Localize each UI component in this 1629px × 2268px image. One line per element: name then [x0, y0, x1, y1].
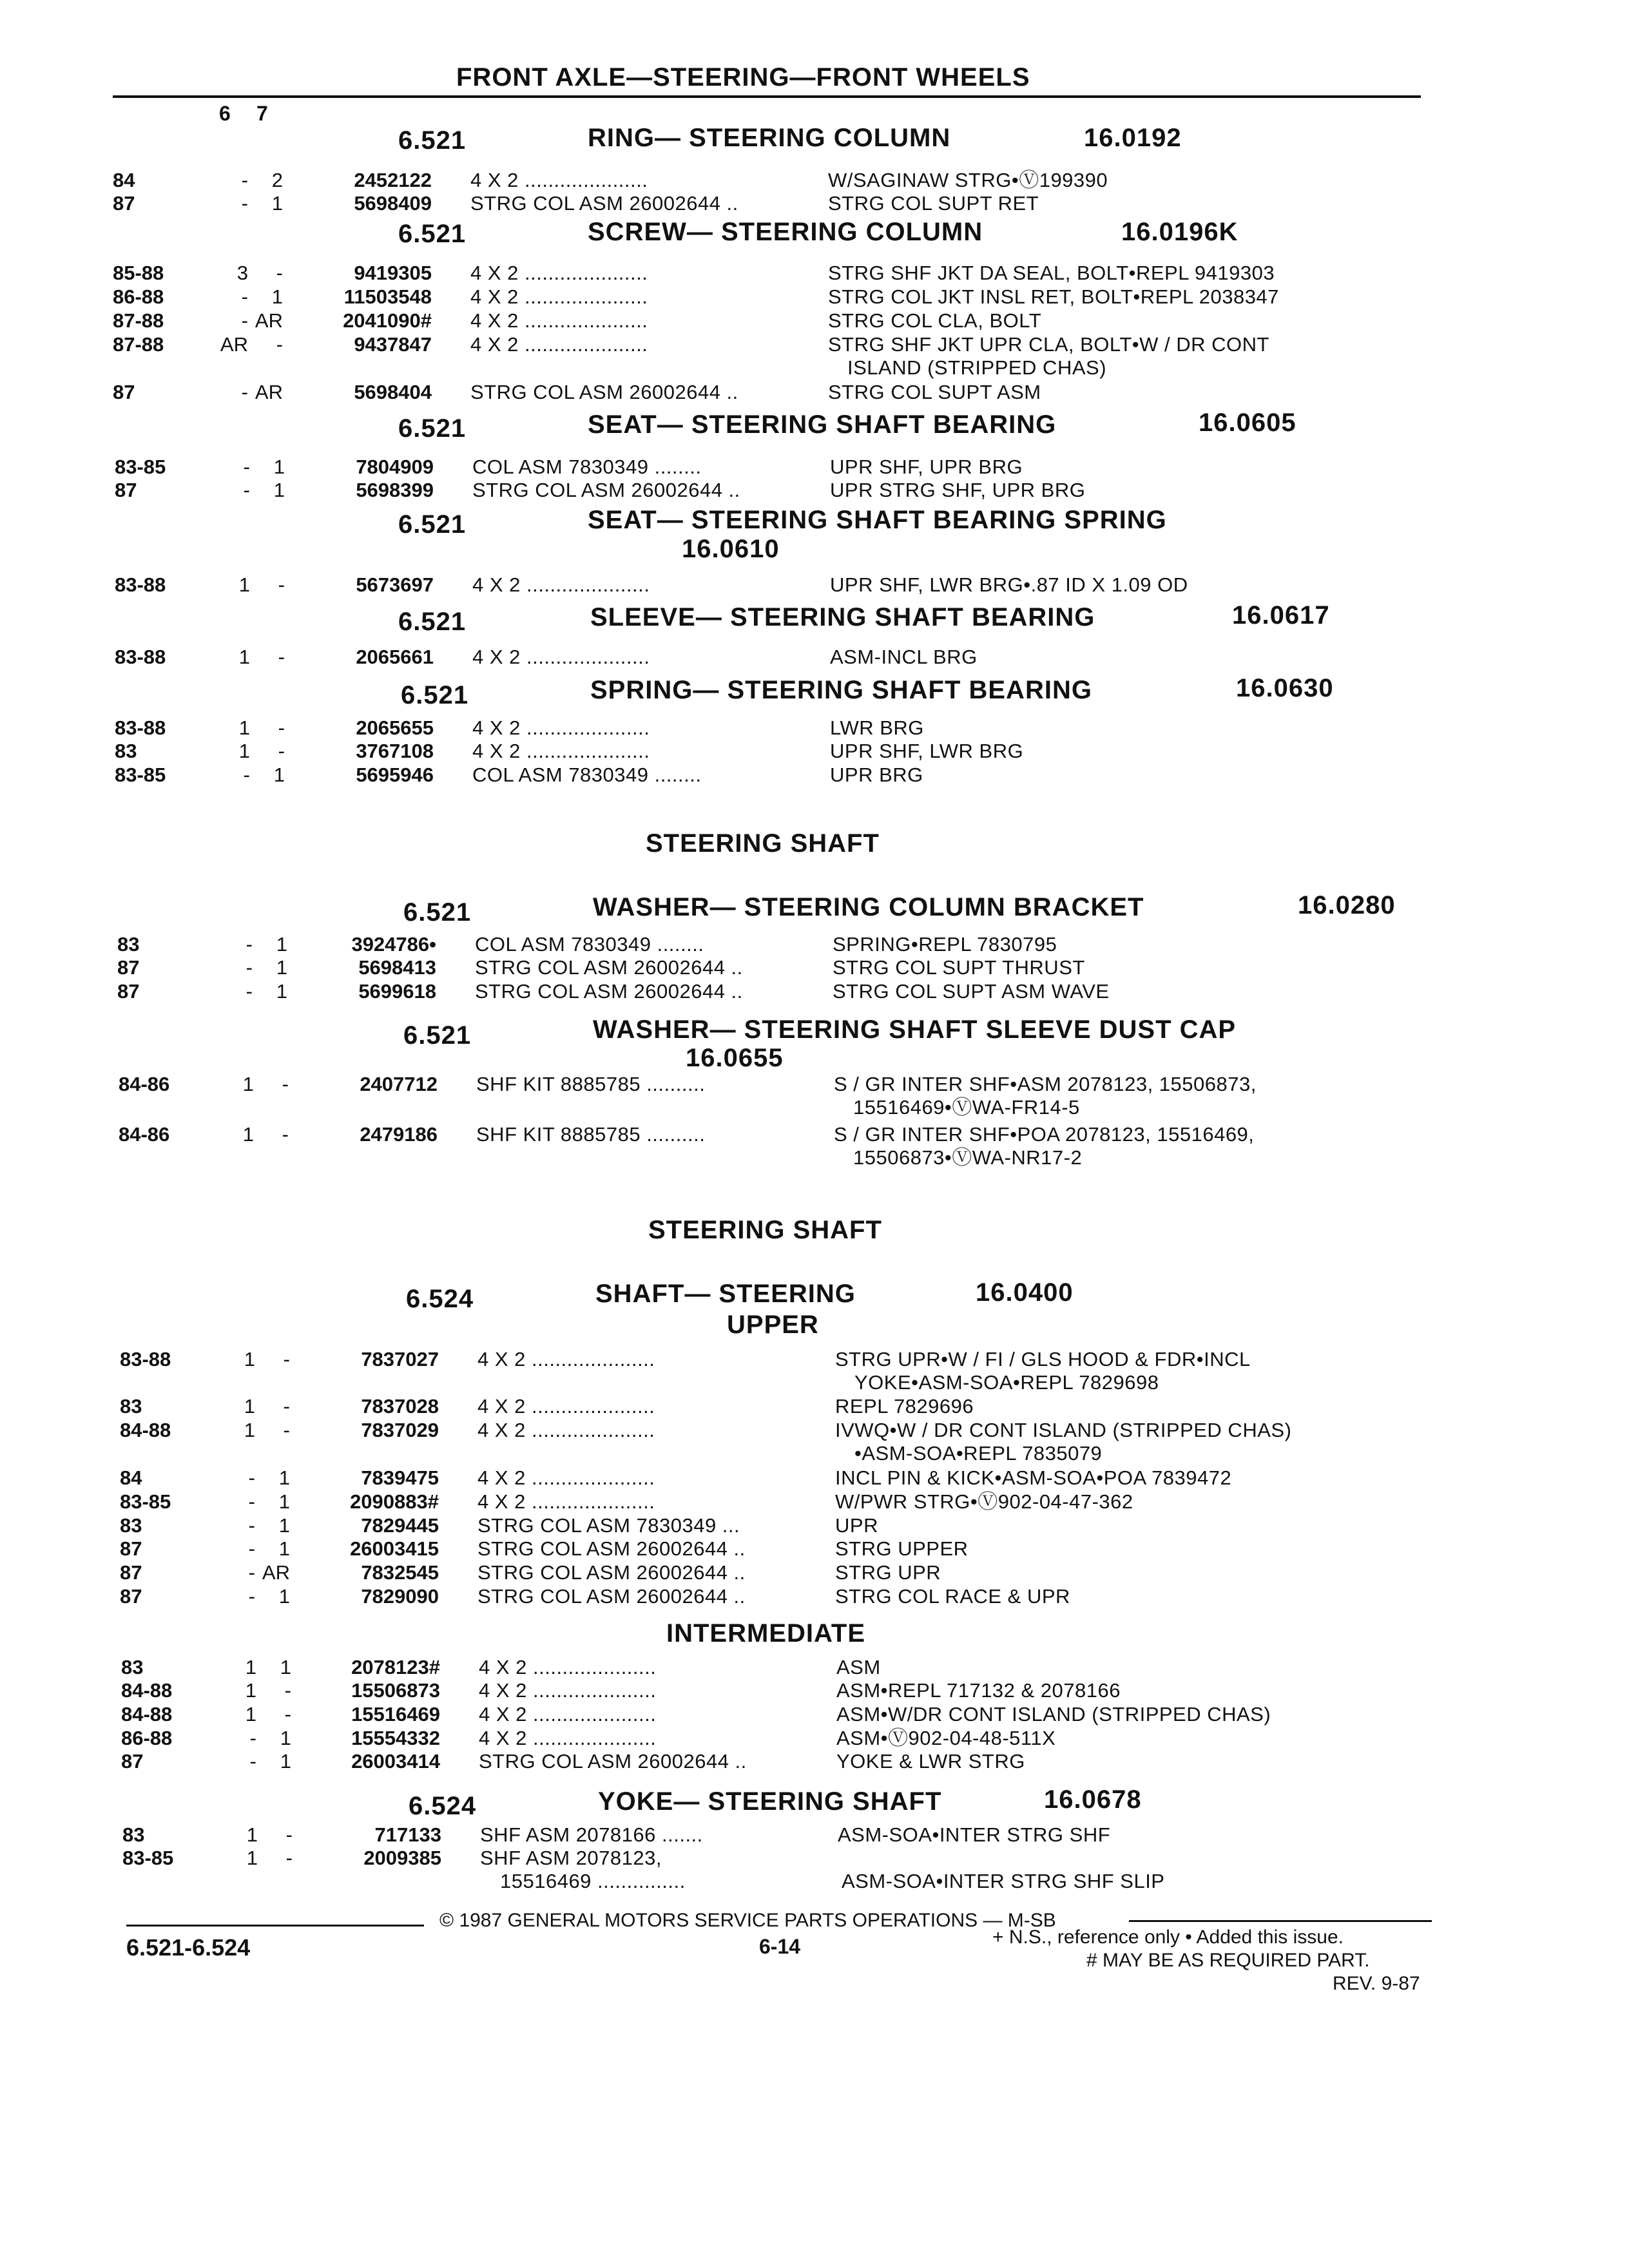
row-description: COL ASM 7830349 ........: [472, 456, 702, 478]
row-part-number: 7832545: [361, 1561, 439, 1584]
section-name: SEAT— STEERING SHAFT BEARING SPRING: [588, 506, 1167, 534]
row-remarks: YOKE & LWR STRG: [836, 1750, 1025, 1773]
row-qty-col7: 1: [271, 192, 283, 215]
row-qty-col7: -: [285, 1847, 293, 1869]
row-remarks: ASM•Ⓥ902-04-48-511X: [836, 1727, 1056, 1749]
parts-row: [120, 1561, 1409, 1584]
row-qty-col7: 2: [271, 169, 283, 191]
row-description: 4 X 2 .....................: [472, 573, 650, 596]
row-qty-col6: 1: [238, 573, 250, 596]
row-part-number: 15554332: [351, 1727, 440, 1749]
row-model-year: 83-88: [115, 716, 166, 739]
row-model-year: 87-88: [113, 333, 164, 356]
parts-row: [117, 956, 1406, 979]
row-qty-col6: -: [241, 309, 248, 332]
row-description: STRG COL ASM 26002644 ..: [479, 1750, 747, 1773]
section-group: 6.524: [406, 1285, 474, 1313]
row-part-number: 5698409: [354, 192, 432, 215]
row-description: STRG COL ASM 26002644 ..: [475, 956, 743, 979]
section-code: 16.0192: [1084, 124, 1182, 152]
row-model-year: 87: [113, 192, 135, 215]
row-remarks: SPRING•REPL 7830795: [833, 933, 1057, 956]
row-qty-col6: -: [249, 1750, 256, 1773]
row-remarks: STRG COL SUPT ASM: [828, 381, 1041, 403]
row-remarks: UPR: [835, 1514, 878, 1537]
row-description: 4 X 2 .....................: [472, 716, 650, 739]
row-qty-col6: -: [248, 1490, 255, 1513]
section-name: YOKE— STEERING SHAFT: [598, 1787, 942, 1816]
section-group: 6.524: [409, 1792, 477, 1820]
page-title: FRONT AXLE—STEERING—FRONT WHEELS: [456, 63, 1030, 91]
row-part-number: 11503548: [343, 285, 432, 308]
row-model-year: 84-88: [121, 1679, 173, 1702]
section-name: SLEEVE— STEERING SHAFT BEARING: [590, 603, 1095, 631]
row-qty-col7: 1: [280, 1750, 291, 1773]
parts-row: [120, 1585, 1409, 1608]
row-description: 4 X 2 .....................: [477, 1466, 655, 1489]
row-qty-col7: AR: [255, 309, 283, 332]
row-qty-col7: -: [284, 1679, 291, 1702]
footer-page-number: 6-14: [759, 1935, 801, 1958]
parts-row: [121, 1679, 1410, 1702]
row-qty-col7: 1: [280, 1727, 291, 1749]
row-part-number: 3924786•: [351, 933, 436, 956]
section-group: 6.521: [401, 681, 469, 709]
row-part-number: 15506873: [351, 1679, 440, 1702]
section-name: WASHER— STEERING COLUMN BRACKET: [593, 893, 1144, 921]
row-qty-col6: -: [246, 956, 253, 979]
parts-row: [117, 933, 1406, 956]
row-qty-col6: 1: [245, 1656, 256, 1678]
footer-note-ns: + N.S., reference only • Added this issue.: [992, 1927, 1344, 1948]
row-qty-col6: -: [248, 1466, 255, 1489]
row-qty-col6: 1: [245, 1703, 256, 1725]
row-remarks: S / GR INTER SHF•POA 2078123, 15516469,: [834, 1123, 1255, 1146]
section-name: RING— STEERING COLUMN: [588, 124, 951, 152]
row-description: 4 X 2 .....................: [472, 646, 650, 668]
row-remarks: REPL 7829696: [835, 1395, 974, 1418]
row-remarks-line2: •ASM-SOA•REPL 7835079: [854, 1442, 1103, 1465]
sub-heading: STEERING SHAFT: [648, 1216, 882, 1244]
row-part-number: 7804909: [356, 456, 434, 478]
row-description: SHF KIT 8885785 ..........: [476, 1123, 706, 1146]
row-description: COL ASM 7830349 ........: [472, 764, 702, 786]
row-remarks: STRG SHF JKT DA SEAL, BOLT•REPL 9419303: [828, 262, 1275, 284]
section-code: 16.0196K: [1121, 218, 1239, 246]
row-model-year: 84-88: [120, 1419, 171, 1441]
row-remarks: W/SAGINAW STRG•Ⓥ199390: [828, 169, 1108, 191]
row-description: STRG COL ASM 26002644 ..: [477, 1585, 746, 1608]
section-group: 6.521: [398, 414, 467, 443]
section-name: SCREW— STEERING COLUMN: [588, 218, 983, 246]
row-qty-col7: -: [285, 1823, 293, 1846]
section-code: 16.0678: [1044, 1785, 1142, 1814]
row-qty-col6: 1: [238, 646, 250, 668]
row-description: 4 X 2 .....................: [477, 1348, 655, 1370]
row-description: 4 X 2 .....................: [470, 169, 648, 191]
row-model-year: 83-88: [115, 646, 166, 668]
footer-copyright: © 1987 GENERAL MOTORS SERVICE PARTS OPERATIONS — M-SB: [439, 1910, 1056, 1931]
row-qty-col6: -: [248, 1537, 255, 1560]
row-model-year: 87: [117, 956, 140, 979]
row-model-year: 83: [121, 1656, 144, 1678]
row-qty-col6: -: [246, 980, 253, 1003]
row-qty-col7: 1: [273, 479, 285, 501]
sub-heading: STEERING SHAFT: [646, 829, 880, 858]
column-head-7: 7: [256, 102, 268, 125]
row-qty-col6: -: [241, 192, 248, 215]
row-model-year: 83-85: [120, 1490, 171, 1513]
parts-row: [122, 1823, 1411, 1847]
row-remarks: S / GR INTER SHF•ASM 2078123, 15506873,: [834, 1073, 1257, 1095]
row-qty-col7: 1: [276, 956, 287, 979]
row-remarks-line2: YOKE•ASM-SOA•REPL 7829698: [854, 1371, 1159, 1394]
row-model-year: 87-88: [113, 309, 164, 332]
row-part-number: 9437847: [354, 333, 432, 356]
row-description: 4 X 2 .....................: [479, 1703, 657, 1725]
row-model-year: 83-88: [115, 573, 166, 596]
row-model-year: 87: [113, 381, 135, 403]
row-part-number: 2407712: [360, 1073, 438, 1095]
row-qty-col7: -: [283, 1348, 290, 1370]
section-group: 6.521: [398, 126, 467, 155]
row-part-number: 2065661: [356, 646, 434, 668]
row-model-year: 87: [115, 479, 137, 501]
row-part-number: 5698413: [358, 956, 436, 979]
footer-revision: REV. 9-87: [1333, 1973, 1420, 1994]
row-description: 4 X 2 .....................: [479, 1727, 657, 1749]
row-model-year: 83-85: [115, 456, 166, 478]
parts-row: [113, 285, 1402, 309]
parts-row: [121, 1727, 1410, 1750]
row-model-year: 84: [113, 169, 135, 191]
row-qty-col6: 1: [242, 1123, 254, 1146]
row-part-number: 717133: [374, 1823, 441, 1846]
row-description: STRG COL ASM 26002644 ..: [477, 1561, 746, 1584]
parts-row: [115, 646, 1403, 669]
row-qty-col7: -: [284, 1703, 291, 1725]
row-qty-col7: -: [282, 1073, 289, 1095]
parts-row: [115, 479, 1403, 502]
row-remarks: UPR BRG: [830, 764, 923, 786]
row-model-year: 83: [115, 740, 137, 762]
row-model-year: 85-88: [113, 262, 164, 284]
row-qty-col6: -: [243, 456, 250, 478]
section-name: SHAFT— STEERING: [595, 1280, 856, 1308]
row-part-number: 7839475: [361, 1466, 439, 1489]
row-model-year: 87: [120, 1537, 142, 1560]
row-remarks: STRG COL RACE & UPR: [835, 1585, 1070, 1608]
row-part-number: 26003414: [351, 1750, 440, 1773]
row-part-number: 5699618: [358, 980, 436, 1003]
row-description: 4 X 2 .....................: [477, 1419, 655, 1441]
row-description: SHF ASM 2078166 .......: [480, 1823, 703, 1846]
row-remarks: STRG COL SUPT ASM WAVE: [833, 980, 1110, 1003]
parts-row: [120, 1490, 1409, 1514]
row-remarks: INCL PIN & KICK•ASM-SOA•POA 7839472: [835, 1466, 1232, 1489]
row-remarks: ASM-INCL BRG: [830, 646, 978, 668]
row-qty-col7: AR: [255, 381, 283, 403]
row-qty-col7: -: [278, 716, 285, 739]
row-part-number: 9419305: [354, 262, 432, 284]
parts-row: [121, 1703, 1410, 1726]
row-description: 4 X 2 .....................: [470, 285, 648, 308]
row-remarks: UPR SHF, UPR BRG: [830, 456, 1023, 478]
parts-row: [120, 1419, 1409, 1465]
row-qty-col6: 1: [244, 1395, 255, 1418]
row-remarks: UPR SHF, LWR BRG: [830, 740, 1024, 762]
parts-row: [119, 1073, 1407, 1119]
parts-row: [117, 980, 1406, 1003]
section-name: WASHER— STEERING SHAFT SLEEVE DUST CAP: [593, 1015, 1237, 1044]
section-code: 16.0610: [682, 535, 780, 563]
row-model-year: 83: [117, 933, 140, 956]
row-part-number: 2479186: [360, 1123, 438, 1146]
parts-row: [120, 1395, 1409, 1418]
parts-row: [113, 262, 1402, 285]
row-part-number: 26003415: [350, 1537, 439, 1560]
row-remarks: IVWQ•W / DR CONT ISLAND (STRIPPED CHAS): [835, 1419, 1292, 1441]
row-remarks-line2: 15506873•ⓋWA-NR17-2: [853, 1146, 1083, 1169]
row-remarks: STRG UPR•W / FI / GLS HOOD & FDR•INCL: [835, 1348, 1251, 1370]
row-qty-col6: 1: [244, 1348, 255, 1370]
row-model-year: 87: [121, 1750, 144, 1773]
row-remarks: ASM-SOA•INTER STRG SHF SLIP: [842, 1870, 1165, 1892]
row-model-year: 86-88: [121, 1727, 173, 1749]
row-model-year: 84: [120, 1466, 142, 1489]
row-qty-col6: -: [243, 764, 250, 786]
row-qty-col7: -: [276, 262, 283, 284]
row-qty-col7: 1: [273, 764, 285, 786]
row-qty-col6: 1: [246, 1823, 258, 1846]
parts-row: [115, 573, 1403, 597]
parts-row: [120, 1466, 1409, 1490]
row-qty-col7: -: [278, 573, 285, 596]
row-qty-col6: -: [248, 1514, 255, 1537]
section-code: 16.0400: [976, 1278, 1074, 1307]
row-qty-col7: -: [283, 1419, 290, 1441]
row-remarks: STRG COL SUPT THRUST: [833, 956, 1085, 979]
row-part-number: 5695946: [356, 764, 434, 786]
row-description: STRG COL ASM 26002644 ..: [477, 1537, 746, 1560]
parts-row: [120, 1348, 1409, 1394]
column-head-6: 6: [219, 102, 231, 125]
row-qty-col7: -: [282, 1123, 289, 1146]
section-name-line2: UPPER: [727, 1311, 819, 1339]
footer-rule-right: [1129, 1920, 1432, 1922]
row-qty-col6: 1: [246, 1847, 258, 1869]
row-description: 4 X 2 .....................: [470, 262, 648, 284]
row-qty-col6: 1: [238, 740, 250, 762]
row-qty-col7: 1: [278, 1466, 290, 1489]
section-group: 6.521: [398, 220, 467, 248]
row-remarks: ASM-SOA•INTER STRG SHF: [838, 1823, 1111, 1846]
row-part-number: 2041090#: [343, 309, 432, 332]
row-part-number: 5698404: [354, 381, 432, 403]
row-part-number: 15516469: [351, 1703, 440, 1725]
section-code: 16.0605: [1199, 408, 1296, 437]
parts-row: [113, 192, 1402, 215]
row-part-number: 2452122: [354, 169, 432, 191]
row-description: SHF ASM 2078123,: [480, 1847, 662, 1869]
row-description: STRG COL ASM 26002644 ..: [475, 980, 743, 1003]
section-group: 6.521: [398, 608, 467, 636]
row-model-year: 84-86: [119, 1073, 170, 1095]
sub-heading-intermediate: INTERMEDIATE: [666, 1619, 866, 1648]
row-model-year: 83: [120, 1514, 142, 1537]
row-description: 4 X 2 .....................: [470, 309, 648, 332]
parts-row: [115, 716, 1403, 740]
row-remarks-line2: ISLAND (STRIPPED CHAS): [847, 356, 1107, 379]
row-qty-col7: -: [276, 333, 283, 356]
row-part-number: 5673697: [356, 573, 434, 596]
parts-row: [120, 1514, 1409, 1537]
row-remarks: ASM•W/DR CONT ISLAND (STRIPPED CHAS): [836, 1703, 1271, 1725]
section-code: 16.0617: [1232, 601, 1330, 629]
row-model-year: 84-88: [121, 1703, 173, 1725]
parts-row: [115, 456, 1403, 479]
row-qty-col6: 1: [245, 1679, 256, 1702]
row-part-number: 2078123#: [351, 1656, 440, 1678]
row-qty-col6: -: [241, 169, 248, 191]
row-description: STRG COL ASM 7830349 ...: [477, 1514, 740, 1537]
row-model-year: 83-85: [122, 1847, 174, 1869]
row-part-number: 7837029: [361, 1419, 439, 1441]
parts-row: [115, 740, 1403, 763]
row-qty-col7: 1: [276, 980, 287, 1003]
row-qty-col7: 1: [280, 1656, 291, 1678]
row-part-number: 2090883#: [350, 1490, 439, 1513]
yoke-continuation: [121, 1870, 1410, 1893]
row-qty-col7: -: [278, 646, 285, 668]
row-description: 4 X 2 .....................: [477, 1395, 655, 1418]
row-qty-col7: -: [278, 740, 285, 762]
section-code: 16.0630: [1236, 674, 1334, 702]
row-qty-col6: 1: [244, 1419, 255, 1441]
footer-page-range: 6.521-6.524: [126, 1934, 251, 1961]
parts-row: [113, 169, 1402, 192]
row-qty-col6: 1: [242, 1073, 254, 1095]
row-description: STRG COL ASM 26002644 ..: [470, 381, 738, 403]
row-remarks: STRG UPPER: [835, 1537, 969, 1560]
parts-row: [121, 1750, 1410, 1773]
row-model-year: 83-85: [115, 764, 166, 786]
row-description: STRG COL ASM 26002644 ..: [472, 479, 740, 501]
row-qty-col6: -: [248, 1585, 255, 1608]
parts-row: [122, 1847, 1411, 1870]
row-qty-col7: 1: [278, 1585, 290, 1608]
row-qty-col6: 3: [236, 262, 248, 284]
row-remarks: ASM•REPL 717132 & 2078166: [836, 1679, 1121, 1702]
row-qty-col7: -: [283, 1395, 290, 1418]
row-remarks: LWR BRG: [830, 716, 924, 739]
section-name: SPRING— STEERING SHAFT BEARING: [590, 676, 1092, 704]
row-part-number: 7829090: [361, 1585, 439, 1608]
row-qty-col6: 1: [238, 716, 250, 739]
parts-row: [121, 1656, 1410, 1679]
row-qty-col6: -: [249, 1727, 256, 1749]
row-qty-col6: AR: [220, 333, 248, 356]
row-remarks: STRG SHF JKT UPR CLA, BOLT•W / DR CONT: [828, 333, 1269, 356]
row-part-number: 2009385: [363, 1847, 441, 1869]
row-description: SHF KIT 8885785 ..........: [476, 1073, 706, 1095]
row-description: 4 X 2 .....................: [477, 1490, 655, 1513]
row-model-year: 84-86: [119, 1123, 170, 1146]
section-code: 16.0280: [1298, 891, 1396, 919]
row-model-year: 86-88: [113, 285, 164, 308]
row-model-year: 83: [120, 1395, 142, 1418]
section-code: 16.0655: [686, 1044, 784, 1072]
row-qty-col7: 1: [273, 456, 285, 478]
row-qty-col6: -: [243, 479, 250, 501]
row-part-number: 7837027: [361, 1348, 439, 1370]
row-part-number: 7837028: [361, 1395, 439, 1418]
parts-row: [113, 333, 1402, 379]
row-model-year: 87: [120, 1561, 142, 1584]
row-model-year: 87: [120, 1585, 142, 1608]
row-description: 4 X 2 .....................: [479, 1656, 657, 1678]
section-group: 6.521: [403, 898, 472, 927]
row-qty-col7: 1: [278, 1514, 290, 1537]
row-qty-col6: -: [241, 381, 248, 403]
footer-rule-left: [126, 1925, 424, 1927]
title-rule: [113, 95, 1421, 98]
row-qty-col6: -: [248, 1561, 255, 1584]
footer-note-as-required: # MAY BE AS REQUIRED PART.: [1086, 1950, 1370, 1971]
row-remarks: UPR SHF, LWR BRG•.87 ID X 1.09 OD: [830, 573, 1188, 596]
row-description: COL ASM 7830349 ........: [475, 933, 704, 956]
section-name: SEAT— STEERING SHAFT BEARING: [588, 410, 1057, 439]
row-qty-col7: 1: [278, 1537, 290, 1560]
row-part-number: 2065655: [356, 716, 434, 739]
row-remarks: STRG UPR: [835, 1561, 941, 1584]
row-part-number: 5698399: [356, 479, 434, 501]
row-remarks: ASM: [836, 1656, 881, 1678]
row-remarks: UPR STRG SHF, UPR BRG: [830, 479, 1086, 501]
row-model-year: 83-88: [120, 1348, 171, 1370]
parts-row: [113, 309, 1402, 332]
section-group: 6.521: [403, 1021, 472, 1050]
row-remarks: STRG COL SUPT RET: [828, 192, 1039, 215]
row-description: 4 X 2 .....................: [470, 333, 648, 356]
row-qty-col7: 1: [276, 933, 287, 956]
row-model-year: 83: [122, 1823, 145, 1846]
row-part-number: 7829445: [361, 1514, 439, 1537]
row-description: STRG COL ASM 26002644 ..: [470, 192, 738, 215]
parts-row: [119, 1123, 1407, 1169]
row-remarks: STRG COL JKT INSL RET, BOLT•REPL 2038347: [828, 285, 1279, 308]
row-description: 4 X 2 .....................: [479, 1679, 657, 1702]
row-model-year: 87: [117, 980, 140, 1003]
row-qty-col6: -: [246, 933, 253, 956]
parts-row: [115, 764, 1403, 787]
row-remarks: STRG COL CLA, BOLT: [828, 309, 1042, 332]
row-part-number: 3767108: [356, 740, 434, 762]
section-group: 6.521: [398, 510, 467, 539]
row-qty-col7: 1: [271, 285, 283, 308]
row-qty-col7: AR: [262, 1561, 290, 1584]
parts-row: [120, 1537, 1409, 1561]
row-description: 4 X 2 .....................: [472, 740, 650, 762]
row-description: 15516469 ...............: [500, 1870, 686, 1892]
parts-row: [113, 381, 1402, 404]
row-qty-col6: -: [241, 285, 248, 308]
row-qty-col7: 1: [278, 1490, 290, 1513]
row-remarks-line2: 15516469•ⓋWA-FR14-5: [853, 1096, 1080, 1119]
row-remarks: W/PWR STRG•Ⓥ902-04-47-362: [835, 1490, 1133, 1513]
